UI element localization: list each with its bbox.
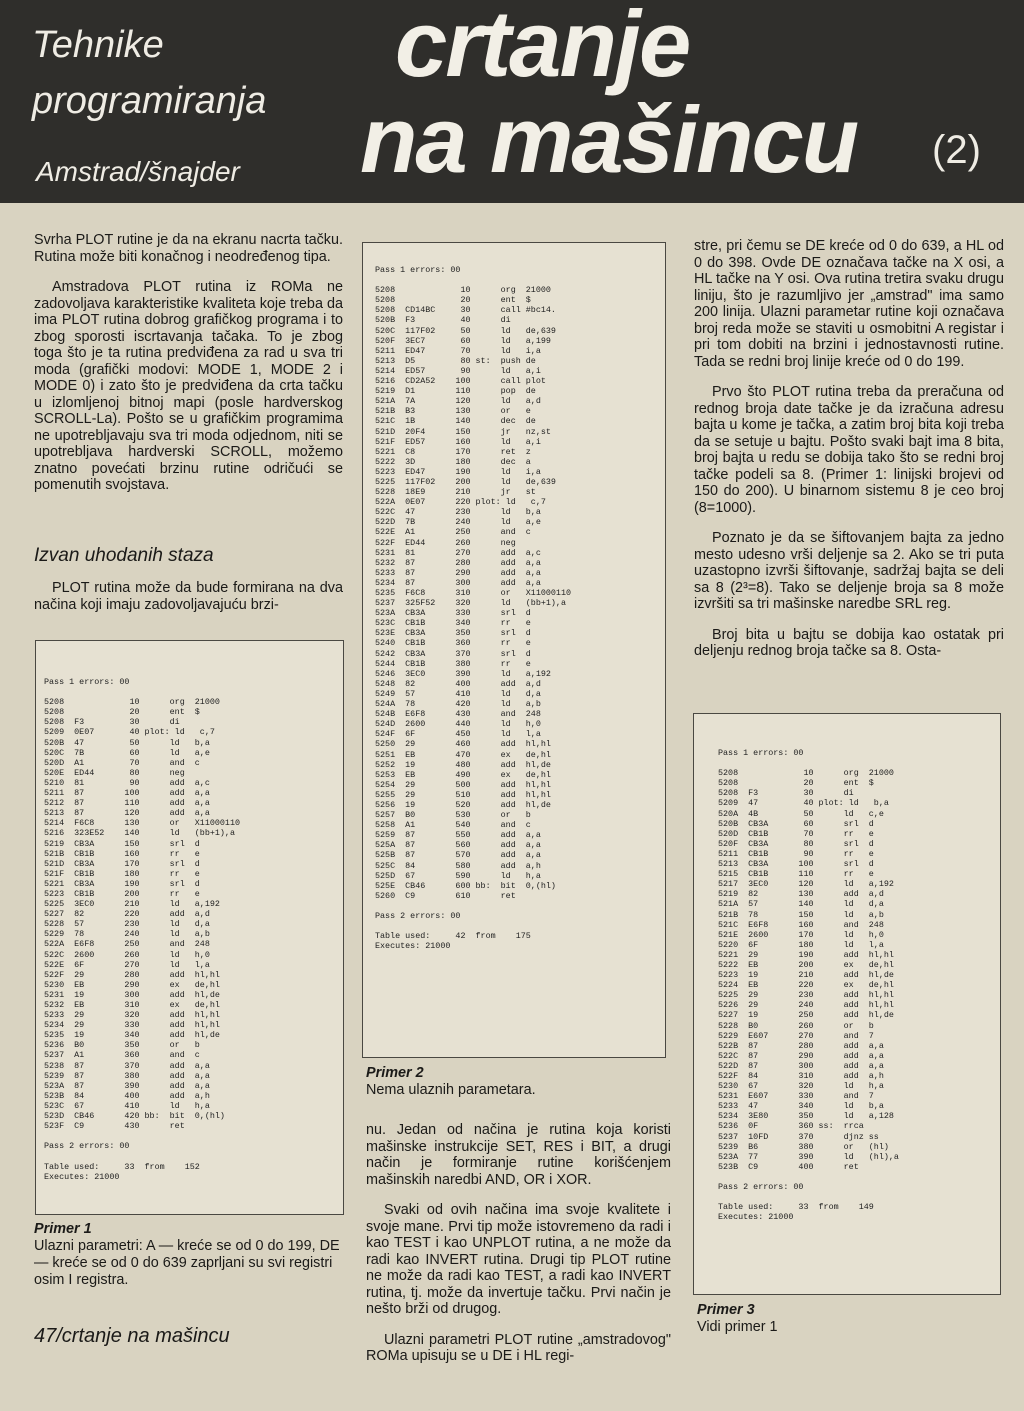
listing-2-code: Pass 1 errors: 00 5208 10 org 21000 5208 20 ent $ 5208 CD14BC 30 call #bc14. 520B F3 40 di 520C 117F02 50 ld de,639 520F 3EC7 60 ld a,199 5211 ED47 70 ld i,a 5213 D5 80 st: push de 5214 ED57 90 ld a,i 5216 CD2A52 100 call plot 5219 D1 110 pop de 521A 7A 120 ld a,d 521B B3 130 or e 521C 1B 140 dec de 521D 20F4 150 jr nz,st 521F ED57 160 ld a,i 5221 C8 170 ret z 5222 3D 180 dec a 5223 ED47 190 ld i,a 5225 117F02 200 ld de,639 5228 18E9 210 jr st 522A 0E07 220 plot: ld c,7 522C 47 230 ld b,a 522D 7B 240 ld a,e 522E A1 250 and c 522F ED44 260 neg 5231 81 270 add a,c 5232 87 280 add a,a 5233 87 290 add a,a 5234 87 300 add a,a 5235 F6C8 310 or X11000110 5237 325F52 320 ld (bb+1),a 523A CB3A 330 srl d 523C CB1B 340 rr e 523E CB3A 350 srl d 5240 CB1B 360 rr e 5242 CB3A 370 srl d 5244 CB1B 380 rr e 5246 3EC0 390 ld a,192 5248 82 400 add a,d 5249 57 410 ld d,a 524A 78 420 ld a,b 524B E6F8 430 and 248 524D 2600 440 ld h,0 524F 6F 450 ld l,a 5250 29 460 add hl,hl 5251 EB 470 ex de,hl 5252 19 480 add hl,de 5253 EB 490 ex de,hl 5254 29 500 add hl,hl 5255 29 510 add hl,hl 5256 19 520 add hl,de 5257 B0 530 or b 5258 A1 540 and c 5259 87 550 add a,a 525A 87 560 add a,a 525B 87 570 add a,a 525C 84 580 add a,h 525D 67 590 ld h,a 525E CB46 600 bb: bit 0,(hl) 5260 C9 610 ret Pass 2 errors: 00 Table used: 42 from 175 Executes: 21000 [375,265,572,952]
paragraph: Amstradova PLOT rutina iz ROMa ne zadovoljava karakteristike kvaliteta koje treba da ima PLOT rutina dobrog grafičkog programa i to zbog sporosti iscrtavanja tačaka. To je zbog toga što je ta rutina predviđena za rad u sva tri moda (grafički modovi: MODE 1, MODE 2 i MODE 0) i zato što je predviđena da crta tačku u izlomljenoj bitnoj mapi (posle hardverskog SCROLL-La). Pošto se u grafičkim programima ne upotrebljavaju sva tri moda odjednom, niti se upotrebljava hardverski SCROLL, možemo znatno povećati brzinu rutine odričući se pomenutih svojstava. [34,279,343,493]
column-2-text [366,1122,671,1379]
header-banner [0,0,1024,203]
title-line2: na mašincu [360,87,858,192]
listing-2-box [362,242,666,1058]
caption-2-title: Primer 2 [366,1065,424,1081]
caption-2 [366,1065,666,1099]
paragraph: Poznato je da se šiftovanjem bajta za jedno mesto udesno vrši deljenje sa 2. Ako se tri puta uzastopno izvrši šiftovanje, sadržaj bajta se deli sa 8 (2³=8). Tako se deljenje broja sa 8 može izvršiti sa tri mašinske naredbe SRL reg. [694,530,1004,612]
caption-1-text: Ulazni parametri: A — kreće se od 0 do 199, DE — kreće se od 0 do 639 zaprljani su svi registri osim I registra. [34,1238,340,1288]
series-line1: Tehnike [32,24,164,66]
series-line2: programiranja [32,80,267,122]
caption-3 [697,1302,997,1336]
subheading: Izvan uhodanih staza [34,545,214,566]
paragraph: Svaki od ovih načina ima svoje kvalitete i svoje mane. Prvi tip može istovremeno da radi i kao TEST i kao UNPLOT rutina, a ne može da radi kao INVERT rutina. Drugi tip PLOT rutine ne može da radi kao TEST, a radi kao INVERT rutina, tj. može da invertuje tačku. Prvi način je nešto brži od drugog. [366,1202,671,1317]
paragraph: Broj bita u bajtu se dobija kao ostatak pri deljenju rednog broja tačke sa 8. Osta- [694,626,1004,659]
listing-3-code: Pass 1 errors: 00 5208 10 org 21000 5208 20 ent $ 5208 F3 30 di 5209 47 40 plot: ld b,a 520A 4B 50 ld c,e 520B CB3A 60 srl d 520D CB1B 70 rr e 520F CB3A 80 srl d 5211 CB1B 90 rr e 5213 CB3A 100 srl d 5215 CB1B 110 rr e 5217 3EC0 120 ld a,192 5219 82 130 add a,d 521A 57 140 ld d,a 521B 78 150 ld a,b 521C E6F8 160 and 248 521E 2600 170 ld h,0 5220 6F 180 ld l,a 5221 29 190 add hl,hl 5222 EB 200 ex de,hl 5223 19 210 add hl,de 5224 EB 220 ex de,hl 5225 29 230 add hl,hl 5226 29 240 add hl,hl 5227 19 250 add hl,de 5228 B0 260 or b 5229 E607 270 and 7 522B 87 280 add a,a 522C 87 290 add a,a 522D 87 300 add a,a 522F 84 310 add a,h 5230 67 320 ld h,a 5231 E607 330 and 7 5233 47 340 ld b,a 5234 3E80 350 ld a,128 5236 0F 360 ss: rrca 5237 10FD 370 djnz ss 5239 B6 380 or (hl) 523A 77 390 ld (hl),a 523B C9 400 ret Pass 2 errors: 00 Table used: 33 from 149 Executes: 21000 [718,748,899,1223]
caption-1 [34,1221,344,1289]
caption-2-text: Nema ulaznih parametara. [366,1082,536,1098]
listing-1-box [35,640,344,1215]
listing-3-box [693,713,1001,1295]
caption-1-title: Primer 1 [34,1221,92,1237]
paragraph: Prvo što PLOT rutina treba da preračuna od rednog broja date tačke je da izračuna adresu bajta u kome je tačka, a zatim broj bita koji treba da se setuje u bajtu. Pošto svaki bajt ima 8 bita, broj bajta u redu se dobija tako što se redni broj tačke podeli sa 8. (Primer 1: linijski brojevi od 150 do 200). U binarnom sistemu 8 je ceo broj (8=1000). [694,384,1004,516]
part-number: (2) [932,128,981,172]
title-line1: crtanje [395,0,690,96]
caption-3-title: Primer 3 [697,1302,755,1318]
paragraph: stre, pri čemu se DE kreće od 0 do 639, a HL od 0 do 398. Ovde DE označava tačke na X osi, a HL tačke na Y osi. Ova rutina tretira svaku drugu liniju, što je razumljivo jer „amstrad" ima samo 200 linija. Ulazni parametar rutine koji označava broj reda može se staviti u osmobitni A registar i pri tom dobiti na brzini i jednostavnosti rutine. Tada se redni broj linije kreće od 0 do 199. [694,238,1004,370]
listing-1-code: Pass 1 errors: 00 5208 10 org 21000 5208 20 ent $ 5208 F3 30 di 5209 0E07 40 plot: ld c,7 520B 47 50 ld b,a 520C 7B 60 ld a,e 520D A1 70 and c 520E ED44 80 neg 5210 81 90 add a,c 5211 87 100 add a,a 5212 87 110 add a,a 5213 87 120 add a,a 5214 F6C8 130 or X11000110 5216 323E52 140 ld (bb+1),a 5219 CB3A 150 srl d 521B CB1B 160 rr e 521D CB3A 170 srl d 521F CB1B 180 rr e 5221 CB3A 190 srl d 5223 CB1B 200 rr e 5225 3EC0 210 ld a,192 5227 82 220 add a,d 5228 57 230 ld d,a 5229 78 240 ld a,b 522A E6F8 250 and 248 522C 2600 260 ld h,0 522E 6F 270 ld l,a 522F 29 280 add hl,hl 5230 EB 290 ex de,hl 5231 19 300 add hl,de 5232 EB 310 ex de,hl 5233 29 320 add hl,hl 5234 29 330 add hl,hl 5235 19 340 add hl,de 5236 B0 350 or b 5237 A1 360 and c 5238 87 370 add a,a 5239 87 380 add a,a 523A 87 390 add a,a 523B 84 400 add a,h 523C 67 410 ld h,a 523D CB46 420 bb: bit 0,(hl) 523F C9 430 ret Pass 2 errors: 00 Table used: 33 from 152 Executes: 21000 [44,677,241,1182]
column-3-text [694,238,1004,674]
paragraph: nu. Jedan od načina je rutina koja koristi mašinske instrukcije SET, RES i BIT, a drugi način je formiranje rutine korišćenjem mašinskih naredbi AND, OR i XOR. [366,1122,671,1188]
caption-3-text: Vidi primer 1 [697,1319,778,1335]
page-folio: 47/crtanje na mašincu [34,1325,230,1347]
paragraph: PLOT rutina može da bude formirana na dva načina koji imaju zadovoljavajuću brzi- [34,580,343,613]
paragraph: Ulazni parametri PLOT rutine „amstradovog" ROMa upisuju se u DE i HL regi- [366,1331,671,1364]
paragraph: Svrha PLOT rutine je da na ekranu nacrta tačku. Rutina može biti konačnog i neodređenog tipa. [34,232,343,265]
author: Amstrad/šnajder [36,156,240,187]
column-1-text-2 [34,580,343,627]
column-1-text [34,232,343,508]
